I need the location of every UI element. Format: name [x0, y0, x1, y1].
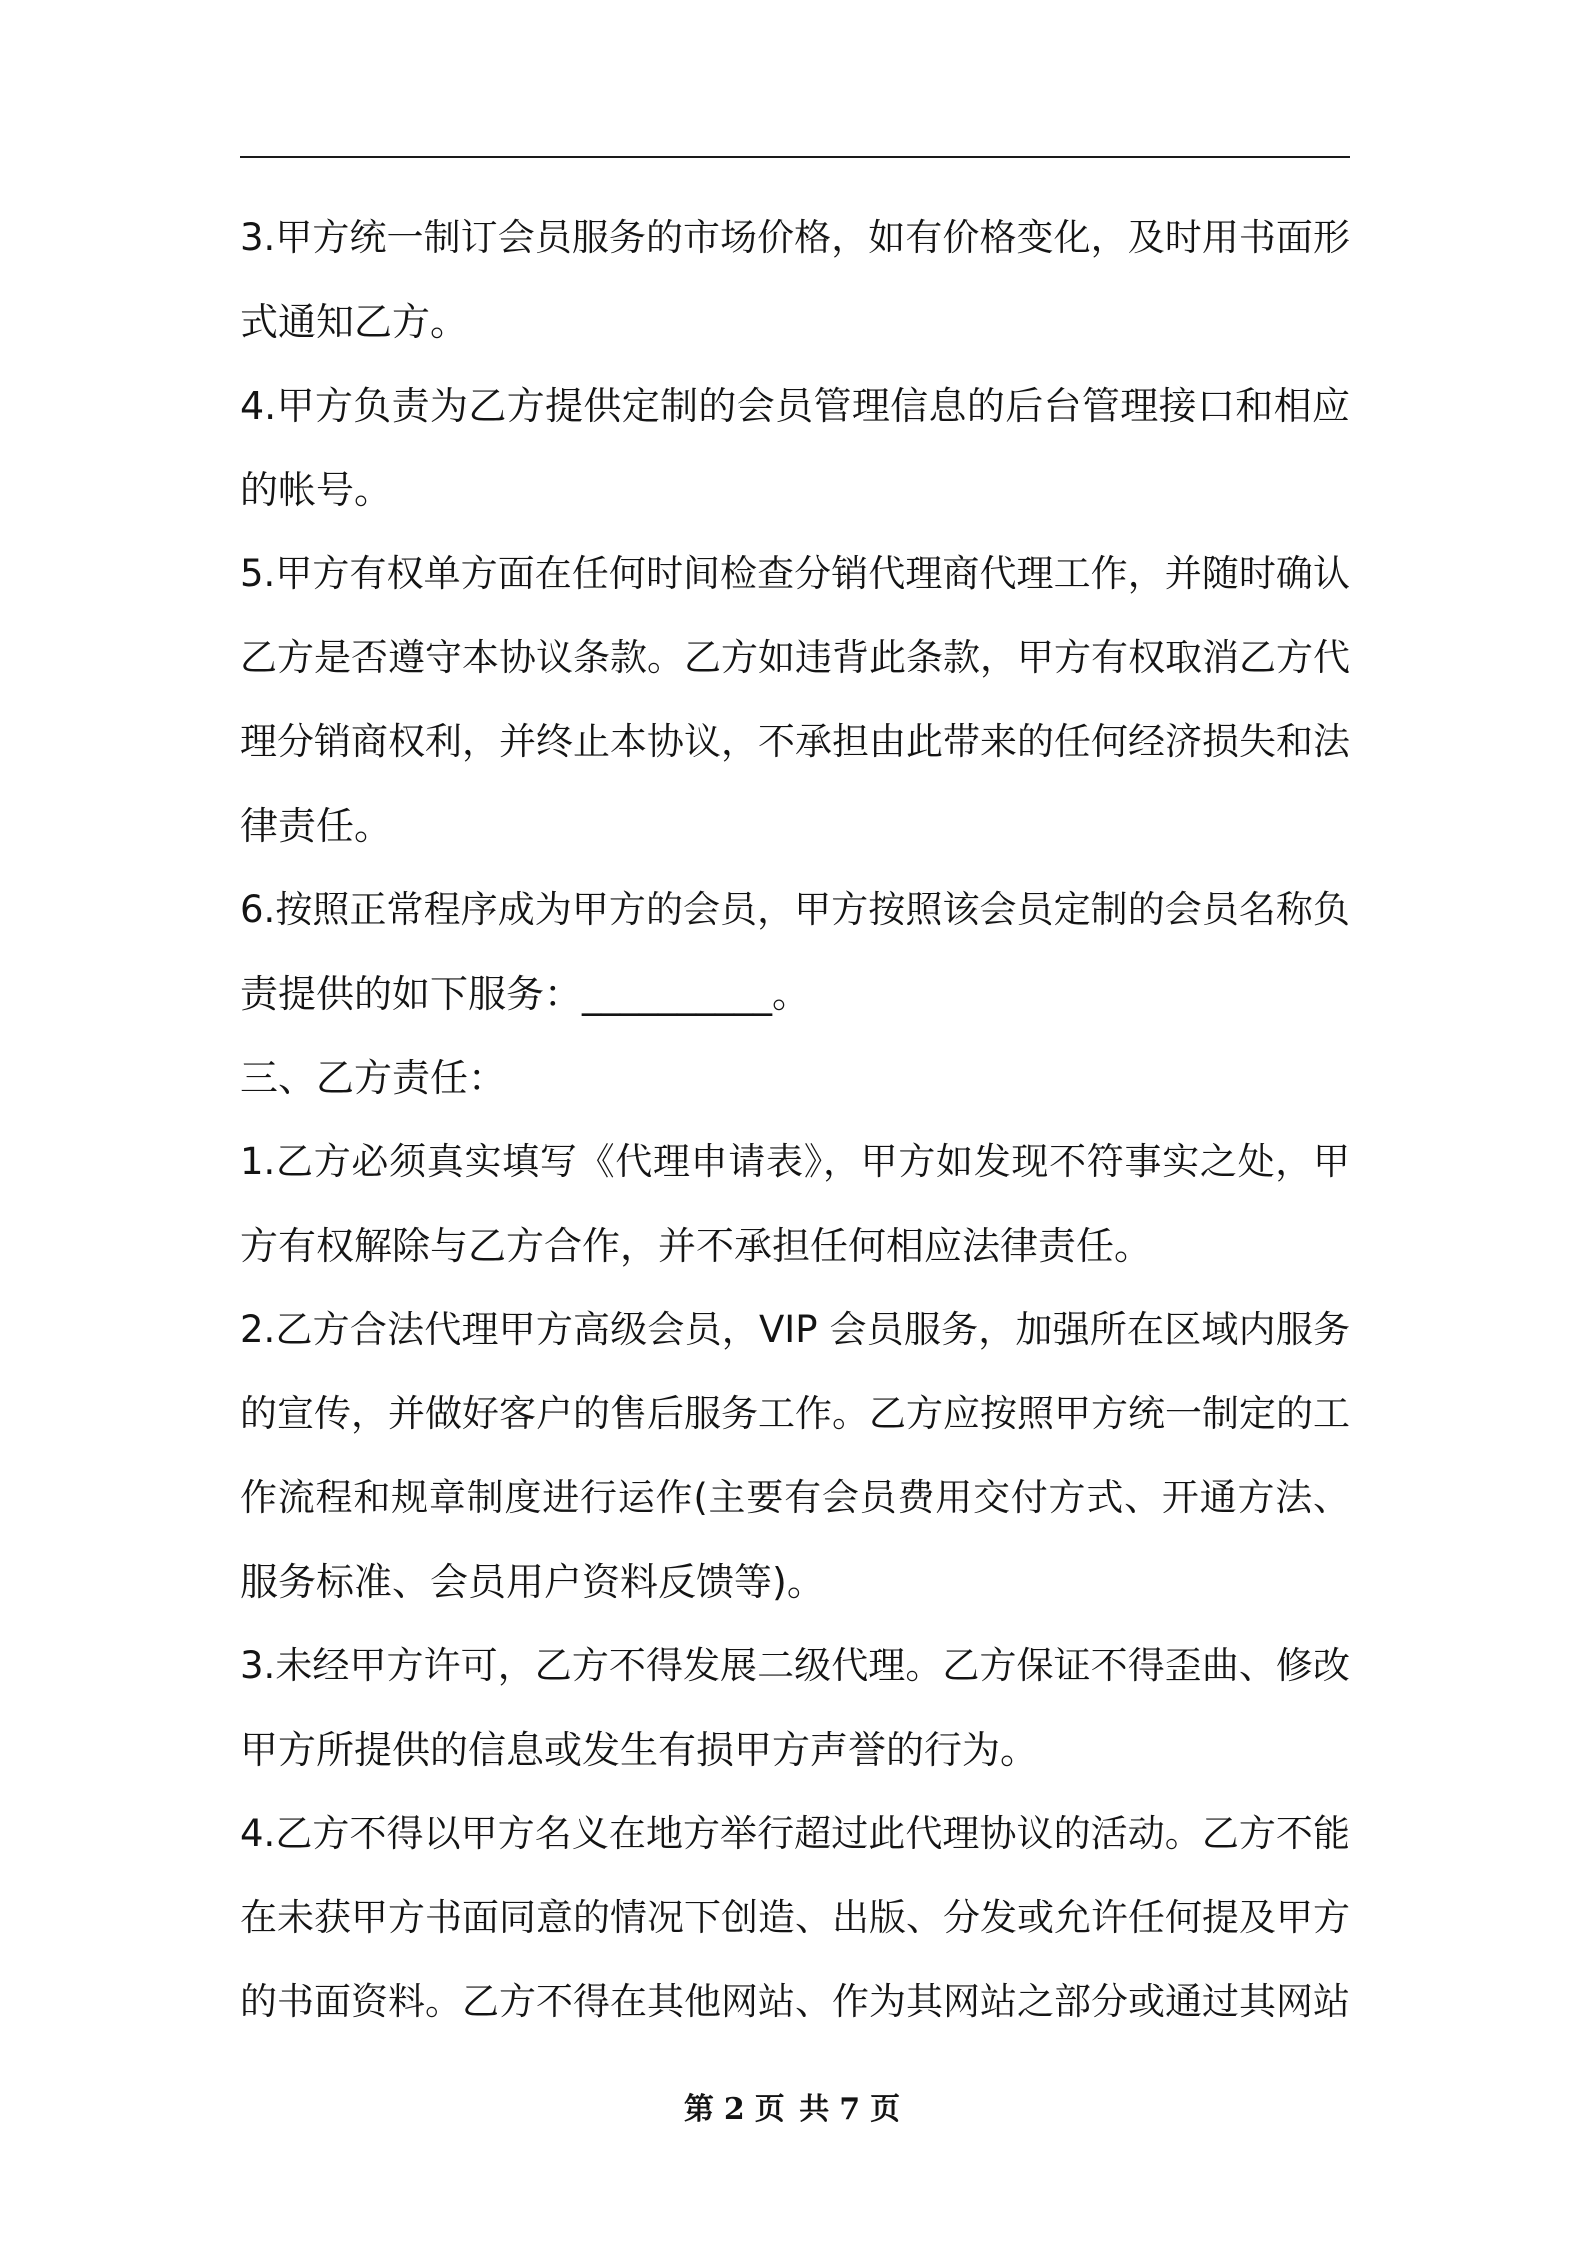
- text-line: 方有权解除与乙方合作，并不承担任何相应法律责任。: [240, 1224, 1153, 1268]
- text-line: 3.未经甲方许可，乙方不得发展二级代理。乙方保证不得歪曲、修改: [240, 1644, 1350, 1687]
- text-line: 2.乙方合法代理甲方高级会员，VIP 会员服务，加强所在区域内服务: [240, 1308, 1350, 1351]
- text-line: 服务标准、会员用户资料反馈等)。: [240, 1560, 825, 1604]
- text-line: 乙方是否遵守本协议条款。乙方如违背此条款，甲方有权取消乙方代: [240, 636, 1350, 679]
- text-line: 在未获甲方书面同意的情况下创造、出版、分发或允许任何提及甲方: [240, 1896, 1350, 1939]
- text-line: 4.乙方不得以甲方名义在地方举行超过此代理协议的活动。乙方不能: [240, 1812, 1350, 1855]
- section-heading: 三、乙方责任：: [240, 1056, 507, 1100]
- text-line: 6.按照正常程序成为甲方的会员，甲方按照该会员定制的会员名称负: [240, 888, 1350, 931]
- page-footer: [0, 2084, 1586, 2128]
- text-line: 4.甲方负责为乙方提供定制的会员管理信息的后台管理接口和相应: [240, 384, 1350, 428]
- text-line: 甲方所提供的信息或发生有损甲方声誉的行为。: [240, 1728, 1039, 1772]
- text-line: 作流程和规章制度进行运作(主要有会员费用交付方式、开通方法、: [240, 1476, 1350, 1519]
- text-line: 1.乙方必须真实填写《代理申请表》，甲方如发现不符事实之处，甲: [240, 1140, 1350, 1183]
- text-line: 的宣传，并做好客户的售后服务工作。乙方应按照甲方统一制定的工: [240, 1392, 1350, 1435]
- text-line: 的书面资料。乙方不得在其他网站、作为其网站之部分或通过其网站: [240, 1980, 1350, 2023]
- footer-prefix: 第: [683, 2092, 716, 2127]
- text-line: 的帐号。: [240, 468, 393, 512]
- header-rule: [240, 156, 1350, 158]
- text-line: 责提供的如下服务：__________。: [240, 972, 811, 1016]
- footer-suffix: 页: [870, 2092, 903, 2127]
- text-line: 理分销商权利，并终止本协议，不承担由此带来的任何经济损失和法: [240, 720, 1350, 763]
- document-body: [240, 196, 1350, 2044]
- text-line: 式通知乙方。: [240, 300, 469, 344]
- total-pages-number: 7: [839, 2092, 863, 2127]
- text-line: 5.甲方有权单方面在任何时间检查分销代理商代理工作，并随时确认: [240, 552, 1350, 595]
- current-page-number: 2: [723, 2092, 747, 2127]
- footer-middle: 页 共: [754, 2092, 832, 2127]
- text-line: 3.甲方统一制订会员服务的市场价格，如有价格变化，及时用书面形: [240, 216, 1350, 259]
- text-line: 律责任。: [240, 804, 393, 848]
